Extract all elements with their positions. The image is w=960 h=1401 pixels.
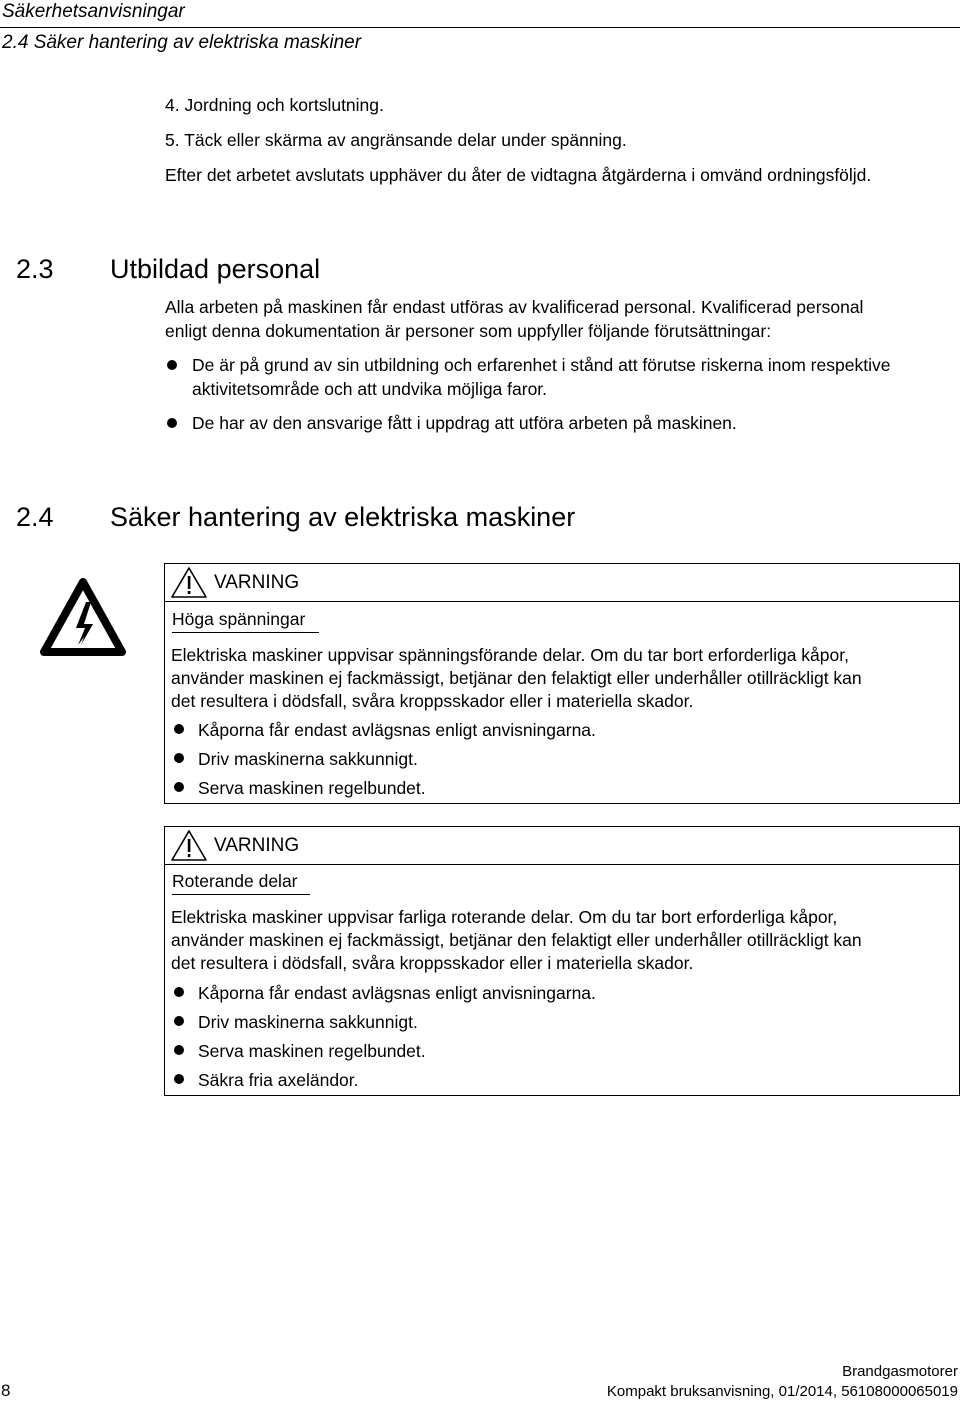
- list-item: Serva maskinen regelbundet.: [198, 1041, 426, 1061]
- list-item: Kåporna får endast avlägsnas enligt anvisningarna.: [198, 720, 596, 740]
- section-number: 2.4: [16, 502, 54, 532]
- list-item: Kåporna får endast avlägsnas enligt anvisningarna.: [198, 983, 596, 1003]
- warning-text: använder maskinen ej fackmässigt, betjänar den felaktigt eller underhåller otillräckligt kan: [171, 930, 862, 950]
- bullet-dot: [174, 1045, 184, 1055]
- warning-heading-underline: [172, 632, 319, 633]
- bullet-dot: [174, 724, 184, 734]
- section-title: Utbildad personal: [110, 254, 321, 284]
- after-steps-text: Efter det arbetet avslutats upphäver du åter de vidtagna åtgärderna i omvänd ordningsföljd.: [165, 165, 872, 185]
- step-4: 4. Jordning och kortslutning.: [165, 95, 384, 115]
- warning-text: det resultera i dödsfall, svåra kroppsskador eller i materiella skador.: [171, 691, 694, 711]
- warning-heading: Roterande delar: [172, 871, 298, 891]
- list-item: aktivitetsområde och att undvika möjliga faror.: [192, 379, 548, 399]
- footer-product: Brandgasmotorer: [842, 1363, 958, 1380]
- warning-text: Elektriska maskiner uppvisar farliga roterande delar. Om du tar bort erforderliga kåpor,: [171, 907, 838, 927]
- warning-label: VARNING: [214, 572, 300, 593]
- list-item: Säkra fria axeländor.: [198, 1070, 359, 1090]
- warning-text: Elektriska maskiner uppvisar spänningsförande delar. Om du tar bort erforderliga kåpor,: [171, 645, 849, 665]
- bullet-dot: [174, 1074, 184, 1084]
- section-heading-2-4: [16, 502, 575, 533]
- list-item: Serva maskinen regelbundet.: [198, 778, 426, 798]
- paragraph-line: Alla arbeten på maskinen får endast utföras av kvalificerad personal. Kvalificerad personal: [165, 297, 864, 317]
- warning-text: använder maskinen ej fackmässigt, betjänar den felaktigt eller underhåller otillräckligt kan: [171, 668, 862, 688]
- page-number: 8: [1, 1381, 11, 1400]
- section-number: 2.3: [16, 254, 54, 284]
- section-heading-2-3: [16, 254, 320, 285]
- warning-text: det resultera i dödsfall, svåra kroppsskador eller i materiella skador.: [171, 953, 694, 973]
- step-5: 5. Täck eller skärma av angränsande delar under spänning.: [165, 130, 627, 150]
- section-title: Säker hantering av elektriska maskiner: [110, 502, 576, 532]
- warning-heading-underline: [172, 894, 310, 895]
- list-item: De är på grund av sin utbildning och erfarenhet i stånd att förutse riskerna inom respektive: [192, 355, 891, 375]
- bullet-dot: [174, 1016, 184, 1026]
- header-subtitle: 2.4 Säker hantering av elektriska maskiner: [2, 32, 362, 53]
- list-item: Driv maskinerna sakkunnigt.: [198, 1012, 418, 1032]
- bullet-dot: [167, 360, 177, 370]
- warning-triangle-icon: [170, 829, 208, 862]
- list-item: De har av den ansvarige fått i uppdrag att utföra arbeten på maskinen.: [192, 413, 737, 433]
- bullet-dot: [167, 418, 177, 428]
- footer-document-info: Kompakt bruksanvisning, 01/2014, 56108000065019: [606, 1383, 958, 1400]
- paragraph-line: enligt denna dokumentation är personer som uppfyller följande förutsättningar:: [165, 321, 772, 341]
- list-item: Driv maskinerna sakkunnigt.: [198, 749, 418, 769]
- warning-heading: Höga spänningar: [172, 609, 306, 629]
- warning-triangle-icon: [170, 566, 208, 599]
- warning-divider: [164, 864, 960, 865]
- bullet-dot: [174, 987, 184, 997]
- warning-label: VARNING: [214, 835, 300, 856]
- header-title: Säkerhetsanvisningar: [2, 1, 185, 22]
- header-rule: [0, 27, 960, 28]
- warning-divider: [164, 601, 960, 602]
- bullet-dot: [174, 782, 184, 792]
- bullet-dot: [174, 753, 184, 763]
- high-voltage-icon: [40, 578, 126, 658]
